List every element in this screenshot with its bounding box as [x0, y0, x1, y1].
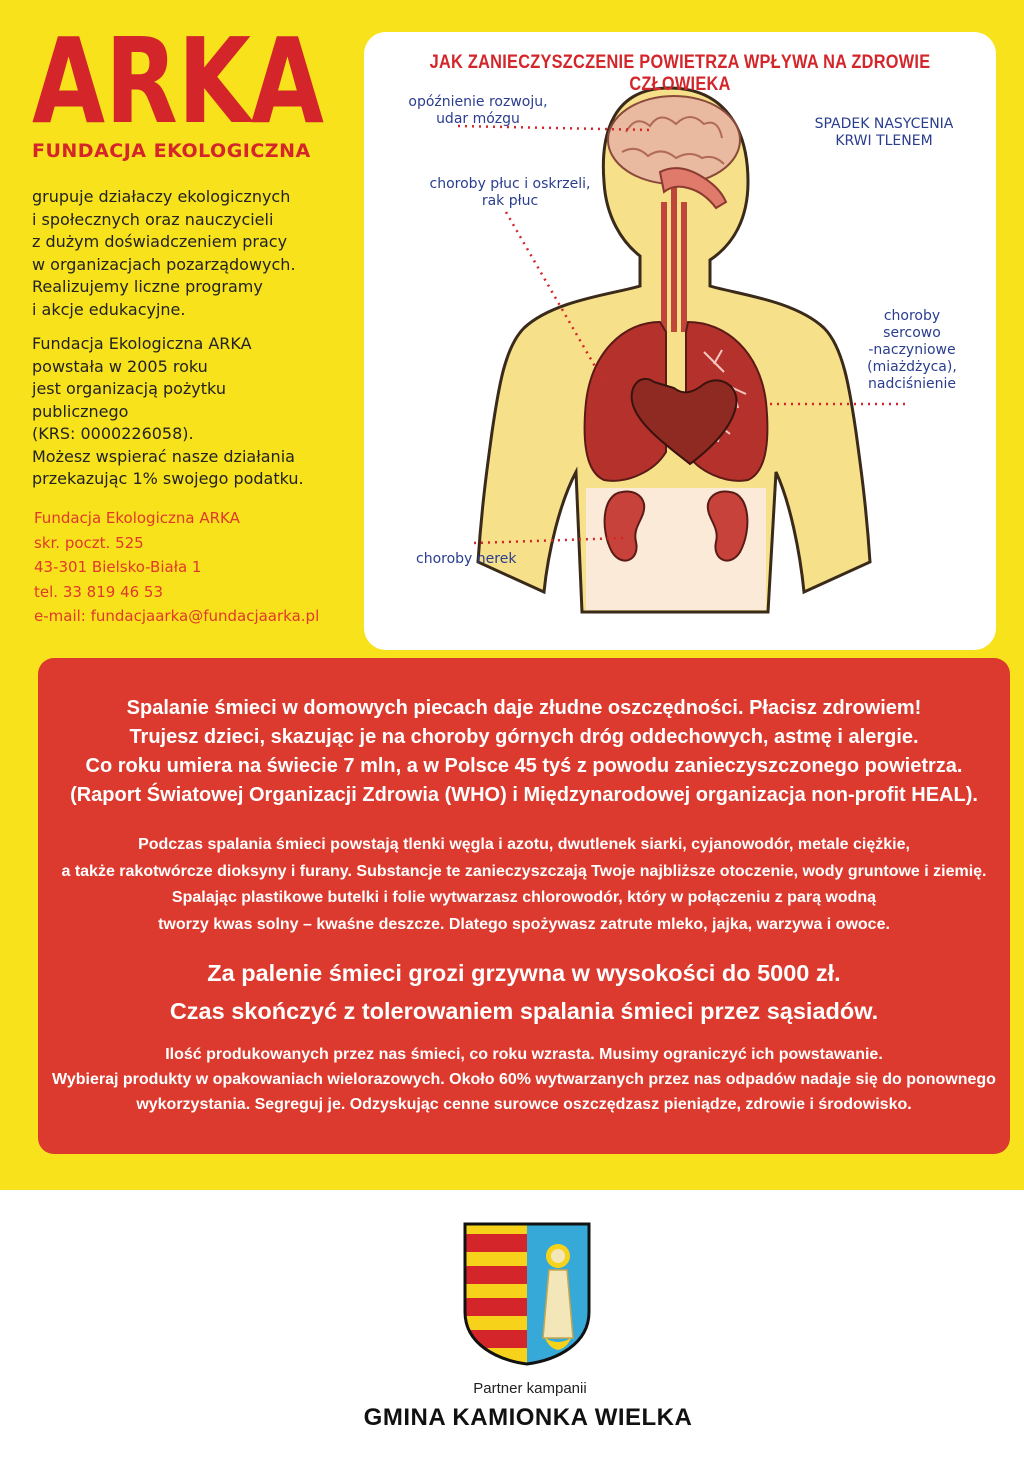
gmina-coat-of-arms-icon — [461, 1220, 593, 1366]
partner-label: Partner kampanii — [473, 1380, 587, 1397]
info-line: przekazując 1% swojego podatku. — [32, 469, 304, 488]
info-line: Możesz wspierać nasze działania — [32, 446, 295, 466]
message-line: Spalanie śmieci w domowych piecach daje złudne oszczędności. Płacisz zdrowiem! — [126, 697, 922, 719]
info-line: jest organizacją pożytku — [32, 379, 226, 398]
message-line: Wybieraj produkty w opakowaniach wielorazowych. Około 60% wytwarzanych przez nas odpadów nadaje się do ponownego — [52, 1071, 996, 1088]
label-line: sercowo — [883, 325, 941, 341]
message-line: Za palenie śmieci grozi grzywna w wysokości do 5000 zł. — [207, 960, 841, 986]
info-line: Fundacja Ekologiczna ARKA — [32, 334, 252, 353]
health-diagram-panel — [364, 32, 996, 650]
airway-icon — [664, 182, 684, 332]
foundation-info — [32, 333, 352, 491]
gmina-name: GMINA KAMIONKA WIELKA — [363, 1404, 693, 1431]
label-lungs — [420, 176, 600, 210]
message-line: Czas skończyć z tolerowaniem spalania śmieci przez sąsiadów. — [169, 998, 879, 1024]
label-line: KRWI TLENEM — [835, 133, 933, 149]
info-line: (KRS: 0000226058). — [32, 424, 194, 443]
intro-line: i społecznych oraz nauczycieli — [32, 209, 274, 229]
contact-pobox: skr. poczt. 525 — [34, 533, 144, 552]
message-line: tworzy kwas solny – kwaśne deszcze. Dlatego spożywasz zatrute mleko, jajka, warzywa i owoce. — [158, 915, 890, 933]
contact-phone: tel. 33 819 46 53 — [34, 582, 164, 601]
message-line: Spalając plastikowe butelki i folie wytwarzasz chlorowodór, który w połączeniu z parą wodną — [171, 889, 877, 906]
message-line: Ilość produkowanych przez nas śmieci, co roku wzrasta. Musimy ograniczyć ich powstawanie. — [165, 1046, 883, 1063]
label-line: rak płuc — [481, 193, 539, 209]
campaign-message-box — [38, 658, 1010, 1154]
label-line: choroby — [883, 308, 941, 324]
message-line: wykorzystania. Segreguj je. Odzyskując cenne surowce oszczędzasz pieniądze, zdrowie i środowisko. — [136, 1096, 912, 1113]
intro-line: w organizacjach pozarządowych. — [32, 254, 296, 274]
label-line: choroby nerek — [416, 551, 517, 567]
message-paragraph-1 — [38, 694, 1010, 810]
diagram-title: JAK ZANIECZYSZCZENIE POWIETRZA WPŁYWA NA ZDROWIE CZŁOWIEKA — [429, 52, 931, 95]
message-line: Trujesz dzieci, skazując je na choroby górnych dróg oddechowych, astmę i alergie. — [129, 726, 919, 748]
message-line: Podczas spalania śmieci powstają tlenki węgla i azotu, dwutlenek siarki, cyjanowodór, metale ciężkie, — [138, 836, 910, 853]
contact-name: Fundacja Ekologiczna ARKA — [34, 509, 240, 527]
contact-address: 43-301 Bielsko-Biała 1 — [34, 558, 202, 576]
label-line: udar mózgu — [436, 111, 520, 127]
label-line: choroby płuc i oskrzeli, — [429, 176, 591, 192]
label-line: -naczyniowe — [868, 342, 956, 358]
info-line: powstała w 2005 roku — [32, 356, 208, 376]
intro-line: i akcje edukacyjne. — [32, 299, 186, 319]
arka-logo — [28, 22, 328, 132]
label-heart — [852, 308, 972, 393]
label-brain — [398, 94, 558, 128]
message-line: Co roku umiera na świecie 7 mln, a w Polsce 45 tyś z powodu zanieczyszczonego powietrza. — [85, 755, 963, 777]
message-fine-warning — [38, 954, 1010, 1030]
label-blood-oxygen — [796, 116, 972, 150]
label-line: opóźnienie rozwoju, — [408, 94, 548, 110]
intro-text — [32, 186, 352, 321]
message-line: (Raport Światowej Organizacji Zdrowia (WHO) i Międzynarodowej organizacja non-profit HEAL). — [70, 784, 978, 806]
contact-block — [34, 506, 319, 629]
label-line: nadciśnienie — [868, 376, 956, 392]
intro-line: Realizujemy liczne programy — [32, 277, 263, 296]
label-line: (miażdżyca), — [867, 359, 957, 375]
logo-subtitle: FUNDACJA EKOLOGICZNA — [32, 140, 311, 162]
message-paragraph-4 — [38, 1042, 1010, 1117]
message-paragraph-2 — [38, 832, 1010, 938]
info-line: publicznego — [32, 401, 129, 421]
message-line: a także rakotwórcze dioksyny i furany. Substancje te zanieczyszczają Twoje najbliższe otoczenie, wody gruntowe i ziemię. — [61, 862, 987, 880]
intro-line: grupuje działaczy ekologicznych — [32, 187, 291, 206]
contact-email[interactable]: e-mail: fundacjaarka@fundacjaarka.pl — [34, 607, 320, 625]
arka-logo-text: ARKA — [32, 22, 324, 132]
label-kidneys — [416, 551, 516, 568]
intro-line: z dużym doświadczeniem pracy — [32, 232, 288, 251]
label-line: SPADEK NASYCENIA — [814, 116, 954, 132]
